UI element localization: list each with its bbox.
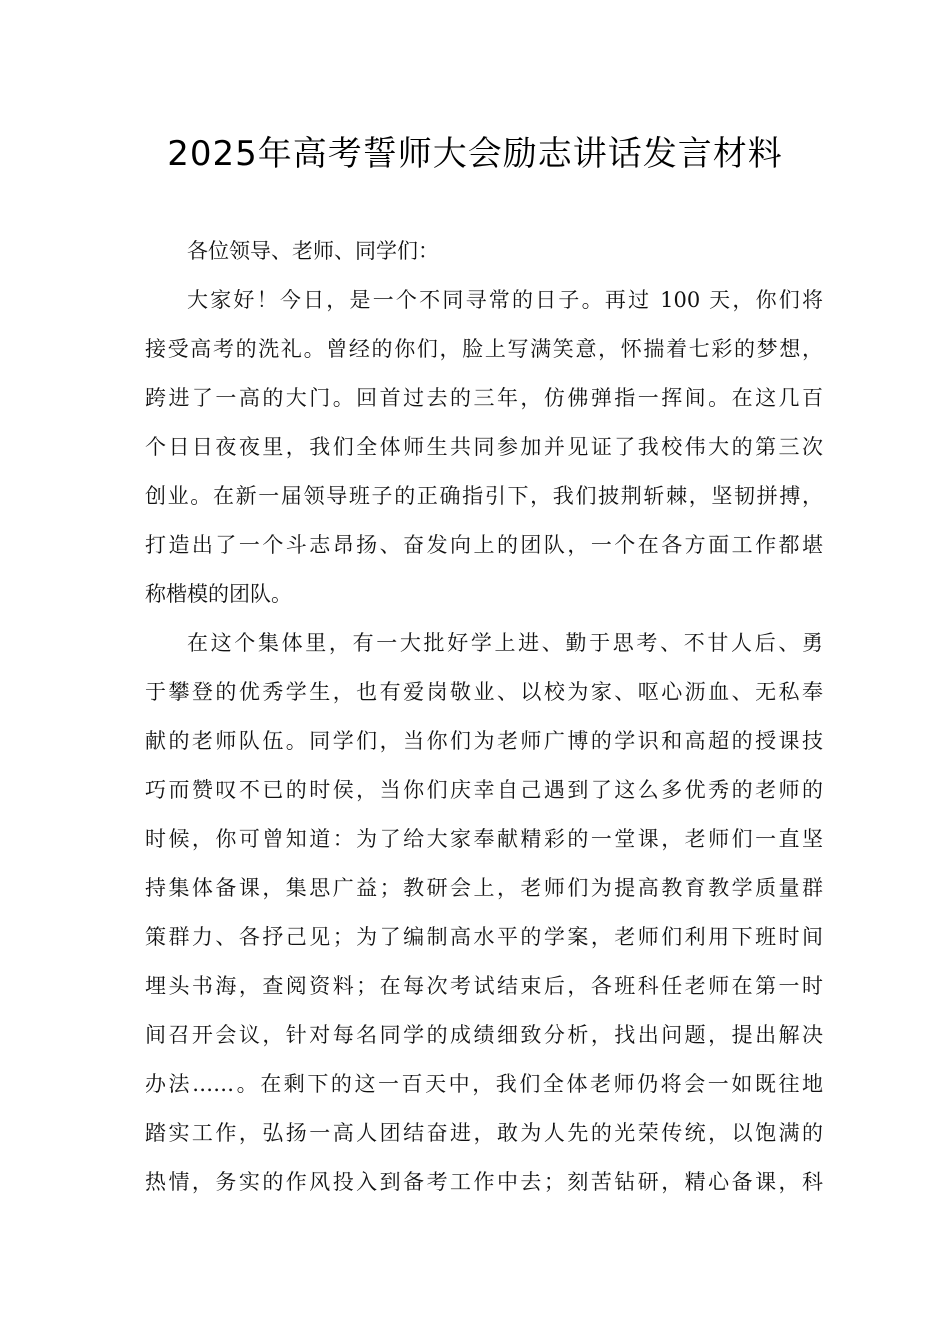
paragraph-line: 热情，务实的作风投入到备考工作中去；刻苦钻研，精心备课，科 <box>145 1170 823 1194</box>
paragraph-1 <box>145 276 823 619</box>
paragraph-line: 踏实工作，弘扬一高人团结奋进，敢为人先的光荣传统，以饱满的 <box>145 1121 823 1145</box>
paragraph-line: 埋头书海，查阅资料；在每次考试结束后，各班科任老师在第一时 <box>145 974 823 998</box>
document-body <box>145 227 823 1207</box>
paragraph-line: 持集体备课，集思广益；教研会上，老师们为提高教育教学质量群 <box>145 876 823 900</box>
paragraph-line: 间召开会议，针对每名同学的成绩细致分析，找出问题，提出解决 <box>145 1023 823 1047</box>
paragraph-line: 大家好！今日，是一个不同寻常的日子。再过 100 天，你们将 <box>187 288 823 312</box>
paragraph-line: 在这个集体里，有一大批好学上进、勤于思考、不甘人后、勇 <box>187 631 823 655</box>
paragraph-line: 策群力、各抒己见；为了编制高水平的学案，老师们利用下班时间 <box>145 925 823 949</box>
greeting-line: 各位领导、老师、同学们： <box>187 239 439 263</box>
paragraph-line: 献的老师队伍。同学们，当你们为老师广博的学识和高超的授课技 <box>145 729 823 753</box>
paragraph-line: 办法……。在剩下的这一百天中，我们全体老师仍将会一如既往地 <box>145 1072 823 1096</box>
paragraph-line: 个日日夜夜里，我们全体师生共同参加并见证了我校伟大的第三次 <box>145 435 823 459</box>
paragraph-line: 打造出了一个斗志昂扬、奋发向上的团队，一个在各方面工作都堪 <box>145 533 823 557</box>
paragraph-line: 时候，你可曾知道：为了给大家奉献精彩的一堂课，老师们一直坚 <box>145 827 823 851</box>
paragraph-2 <box>145 619 823 1207</box>
paragraph-line: 于攀登的优秀学生，也有爱岗敬业、以校为家、呕心沥血、无私奉 <box>145 680 823 704</box>
paragraph-line: 接受高考的洗礼。曾经的你们，脸上写满笑意，怀揣着七彩的梦想， <box>145 337 823 361</box>
document-title: 2025年高考誓师大会励志讲话发言材料 <box>167 134 783 174</box>
paragraph-line: 称楷模的团队。 <box>145 582 292 606</box>
paragraph-line: 跨进了一高的大门。回首过去的三年，仿佛弹指一挥间。在这几百 <box>145 386 823 410</box>
paragraph-line: 巧而赞叹不已的时侯，当你们庆幸自己遇到了这么多优秀的老师的 <box>145 778 823 802</box>
paragraph-line: 创业。在新一届领导班子的正确指引下，我们披荆斩棘，坚韧拼搏， <box>145 484 823 508</box>
